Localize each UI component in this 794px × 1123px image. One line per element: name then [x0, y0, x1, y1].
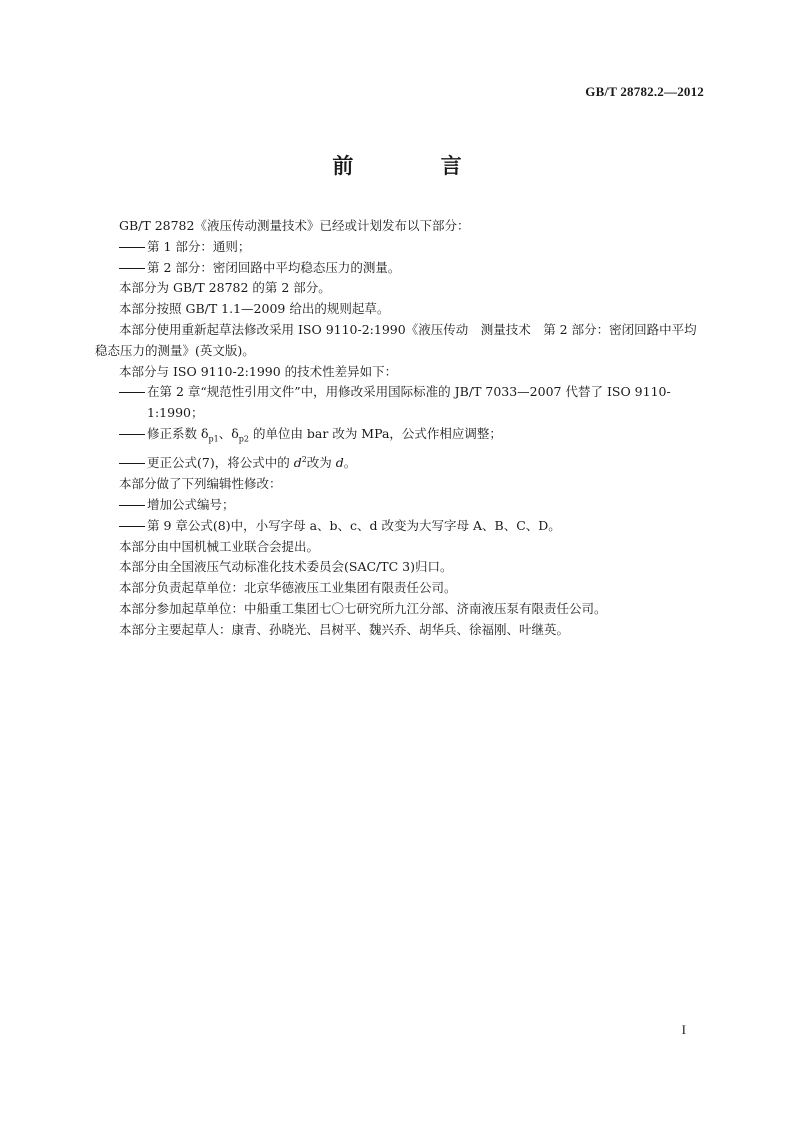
paragraph: 本部分做了下列编辑性修改：	[119, 476, 282, 492]
dash-mark	[119, 434, 145, 435]
paragraph: 本部分为 GB/T 28782 的第 2 部分。	[119, 280, 331, 296]
dash-mark	[119, 505, 145, 506]
dash-item	[95, 450, 705, 474]
paragraph: 本部分负责起草单位：北京华德液压工业集团有限责任公司。	[119, 580, 457, 596]
dash-item-text: 第 1 部分：通则；	[147, 238, 251, 254]
dash-mark	[119, 268, 145, 269]
dash-item-text: 改为	[306, 455, 336, 471]
subscript: p2	[238, 434, 249, 444]
paragraph: 本部分使用重新起草法修改采用 ISO 9110-2:1990《液压传动 测量技术 第 2 部分：密闭回路中平均稳态压力的测量》(英文版)。	[95, 321, 697, 358]
dash-item-text: 修正系数 δ	[147, 425, 209, 441]
foreword-body	[95, 216, 705, 641]
paragraph: GB/T 28782《液压传动测量技术》已经或计划发布以下部分：	[119, 218, 470, 233]
paragraph: 本部分参加起草单位：中船重工集团七〇七研究所九江分部、济南液压泵有限责任公司。	[119, 601, 607, 616]
paragraph: 本部分由全国液压气动标准化技术委员会(SAC/TC 3)归口。	[119, 559, 453, 575]
dash-item-text: 第 2 部分：密闭回路中平均稳态压力的测量。	[147, 259, 401, 275]
superscript: 2	[301, 455, 307, 465]
variable: d	[335, 455, 344, 471]
subscript: p1	[208, 434, 219, 444]
dash-item	[95, 258, 705, 279]
paragraph: 本部分与 ISO 9110-2:1990 的技术性差异如下：	[119, 363, 398, 379]
paragraph: 本部分按照 GB/T 1.1—2009 给出的规则起草。	[119, 301, 390, 317]
paragraph: 本部分主要起草人：康青、孙晓光、吕树平、魏兴乔、胡华兵、徐福刚、叶继英。	[119, 621, 570, 637]
dash-item	[95, 516, 705, 537]
dash-item	[95, 495, 705, 516]
dash-item-text: 在第 2 章“规范性引用文件”中，用修改采用国际标准的 JB/T 7033—2007 代替了 ISO 9110-1:1990；	[147, 384, 671, 421]
variable: d	[293, 455, 302, 471]
dash-item-text: 增加公式编号；	[147, 497, 235, 513]
standard-number: GB/T 28782.2—2012	[585, 84, 704, 99]
dash-item-text: 第 9 章公式(8)中，小写字母 a、b、c、d 改变为大写字母 A、B、C、D。	[147, 517, 561, 533]
dash-item	[95, 382, 705, 424]
dash-mark	[119, 247, 145, 248]
dash-mark	[119, 463, 145, 464]
dash-mark	[119, 526, 145, 527]
dash-item-text: 更正公式(7)，将公式中的	[147, 455, 294, 471]
dash-item-text: 。	[343, 455, 357, 471]
paragraph: 本部分由中国机械工业联合会提出。	[119, 538, 320, 554]
dash-mark	[119, 392, 145, 393]
page-number: I	[681, 1022, 686, 1037]
page-title: 前 言	[332, 154, 502, 178]
dash-item	[95, 237, 705, 258]
dash-item	[95, 424, 705, 450]
dash-item-text: 、δ	[218, 425, 239, 441]
dash-item-text: 的单位由 bar 改为 MPa，公式作相应调整；	[248, 425, 502, 441]
